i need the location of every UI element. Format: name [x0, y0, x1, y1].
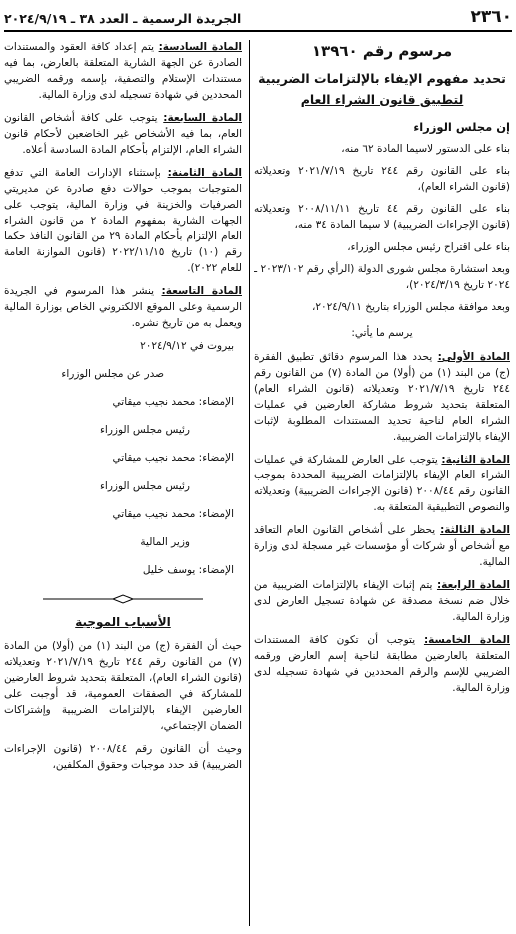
ornament-divider — [4, 591, 242, 609]
article-text: يتوجب على كافة أشخاص القانون العام، بما فيه الأشخاص غير الخاضعين لأحكام قانون الشراء العام، الإلتزام بأحكام المادة السادسة أعلاه. — [4, 111, 242, 156]
article — [4, 166, 242, 278]
page-number: ٢٣٦٠ — [470, 7, 512, 28]
reasons-paragraph: وحيث أن القانون رقم ٢٠٠٨/٤٤ (قانون الإجراءات الضريبية) قد حدد موجبات وحقوق المكلفين، — [4, 742, 242, 771]
finance-minister-title: وزير المالية — [140, 535, 190, 548]
reasons-paragraph: حيث أن الفقرة (ج) من البند (١) من (أولا) من المادة (٧) من القانون رقم ٢٤٤ تاريخ ٢٠٢١/٧/١٩ وتعديلاته (قانون الشراء العام)، المتعلقة بتحديد شروط العارضين للمشاركة في الصفقات العمومية، قد أوجبت على العارضين الإيفاء بالإلتزامات الضريبية وإشتراكات الضمان الإجتماعي، — [4, 640, 242, 733]
article-text: ينشر هذا المرسوم في الجريدة الرسمية وعلى الموقع الالكتروني الخاص بوزارة المالية ويعمل به من تاريخ نشره. — [4, 285, 242, 330]
signature-block — [4, 339, 242, 579]
article-label: المادة التاسعة: — [161, 285, 242, 298]
right-column — [254, 40, 510, 704]
article-text: بإستثناء الإدارات العامة التي تدفع المتوجبات بموجب حوالات دفع صادرة عن مديريتي الصرفيات والخزينة في وزارة المالية، يتوجب على الجهات الشارية بمفهوم المادة ٢ من قانون الشراء العام الإلتزام بأحكام المادة ٢٩ من القانون النافذ حكما رقم (١٠) تاريخ ٢٠٢٢/١١/١٥ (قانون الموازنة العامة للعام ٢٠٢٢). — [4, 166, 242, 275]
article-label: المادة السادسة: — [158, 41, 242, 53]
decree-title: مرسوم رقم ١٣٩٦٠ — [311, 42, 453, 60]
gazette-title: الجريدة الرسمية ـ العدد ٣٨ ـ ٢٠٢٤/٩/١٩ — [4, 10, 242, 26]
article-text: يتوجب على العارض للمشاركة في عمليات الشراء العام الإيفاء بالإلتزامات الضريبية المحددة بموجب القانون رقم ٢٠٠٨/٤٤ (قانون الإجراءات الضريبية) وتعديلاته والنصوص التطبيقية المتعلقة به. — [254, 453, 510, 514]
reasons-title: الأسباب الموجبة — [75, 615, 171, 630]
signature: الإمضاء: يوسف خليل — [142, 563, 234, 576]
article-label: المادة السابعة: — [163, 111, 242, 124]
article-text: يحدد هذا المرسوم دقائق تطبيق الفقرة (ج) من البند (١) من (أولا) من المادة (٧) من القانون رقم ٢٤٤ تاريخ ٢٠٢١/٧/١٩ وتعديلاته (قانون الشراء العام) المتعلقة بتحديد شروط مشاركة العارضين في عمليات الشراء العام لناحية تحديد المستندات المطلوبة لإثبات الإيفاء بالإلتزامات الضريبية. — [254, 350, 510, 443]
article-label: المادة الخامسة: — [423, 634, 510, 647]
preamble-item: بناء على اقتراح رئيس مجلس الوزراء، — [347, 241, 510, 254]
article — [254, 350, 510, 446]
article-label: المادة الرابعة: — [436, 579, 510, 592]
article — [4, 40, 242, 104]
article-text: يتوجب أن تكون كافة المستندات المتعلقة بالعارضين مطابقة لناحية إسم العارض ورقمه الضريبي للإسم والرقم المحددين في شهادة تسجيله لدى وزارة المالية. — [254, 634, 510, 694]
article-label: المادة الأولى: — [437, 350, 510, 363]
preamble-item: بناء على الدستور لاسيما المادة ٦٢ منه، — [341, 143, 510, 156]
issuer: إن مجلس الوزراء — [413, 119, 510, 134]
decree-subtitle-line2: لتطبيق قانون الشراء العام — [300, 91, 464, 107]
left-column — [4, 40, 242, 781]
article — [254, 633, 510, 697]
article-label: المادة الثانية: — [441, 453, 510, 466]
place-date: بيروت في ٢٠٢٤/٩/١٢ — [140, 340, 234, 353]
article — [254, 578, 510, 626]
issued-by: صدر عن مجلس الوزراء — [61, 368, 164, 381]
article-label: المادة الثامنة: — [167, 166, 242, 179]
article-label: المادة الثالثة: — [440, 524, 510, 537]
signature: الإمضاء: محمد نجيب ميقاتي — [112, 452, 234, 465]
column-divider — [249, 40, 250, 926]
article-text: يتم إثبات الإيفاء بالإلتزامات الضريبية من خلال ضم نسخة مصدقة عن شهادة تسجيل العارض لدى وزارة المالية. — [254, 579, 510, 624]
decree-subtitle-line1: تحديد مفهوم الإيفاء بالإلتزامات الضريبية — [258, 70, 506, 86]
preamble-item: وبعد موافقة مجلس الوزراء بتاريخ ٢٠٢٤/٩/١١، — [312, 300, 510, 313]
signature: الإمضاء: محمد نجيب ميقاتي — [112, 507, 234, 520]
preamble-item: بناء على القانون رقم ٢٤٤ تاريخ ٢٠٢١/٧/١٩ وتعديلاته (قانون الشراء العام)، — [254, 165, 510, 194]
article — [4, 111, 242, 159]
signature: الإمضاء: محمد نجيب ميقاتي — [112, 396, 234, 409]
decrees-intro: يرسم ما يأتي: — [351, 326, 413, 339]
pm-title: رئيس مجلس الوزراء — [99, 424, 190, 437]
article — [4, 284, 242, 332]
article — [254, 523, 510, 571]
article-text: يتم إعداد كافة العقود والمستندات الصادرة عن الجهة الشارية المتعلقة بالعارض، بما فيه مستندات الإستلام والتصفية، بإسمه ورقمه الضريبي المحددين في شهادة تسجيله لدى وزارة المالية. — [4, 41, 242, 101]
preamble-item: بناء على القانون رقم ٤٤ تاريخ ٢٠٠٨/١١/١١ وتعديلاته (قانون الإجراءات الضريبية) لا سيما المادة ٣٤ منه، — [254, 203, 510, 232]
page-header — [4, 6, 512, 32]
pm-title: رئيس مجلس الوزراء — [99, 479, 190, 492]
article-text: يحظر على أشخاص القانون العام التعاقد مع أشخاص أو شركات أو مؤسسات غير مسجلة لدى وزارة المالية. — [254, 524, 510, 569]
article — [254, 453, 510, 517]
preamble-item: وبعد استشارة مجلس شورى الدولة (الرأي رقم ٢٠٢٣/١٠٢ ـ ٢٠٢٤ تاريخ ٢٠٢٤/٣/١٩)، — [254, 262, 510, 291]
